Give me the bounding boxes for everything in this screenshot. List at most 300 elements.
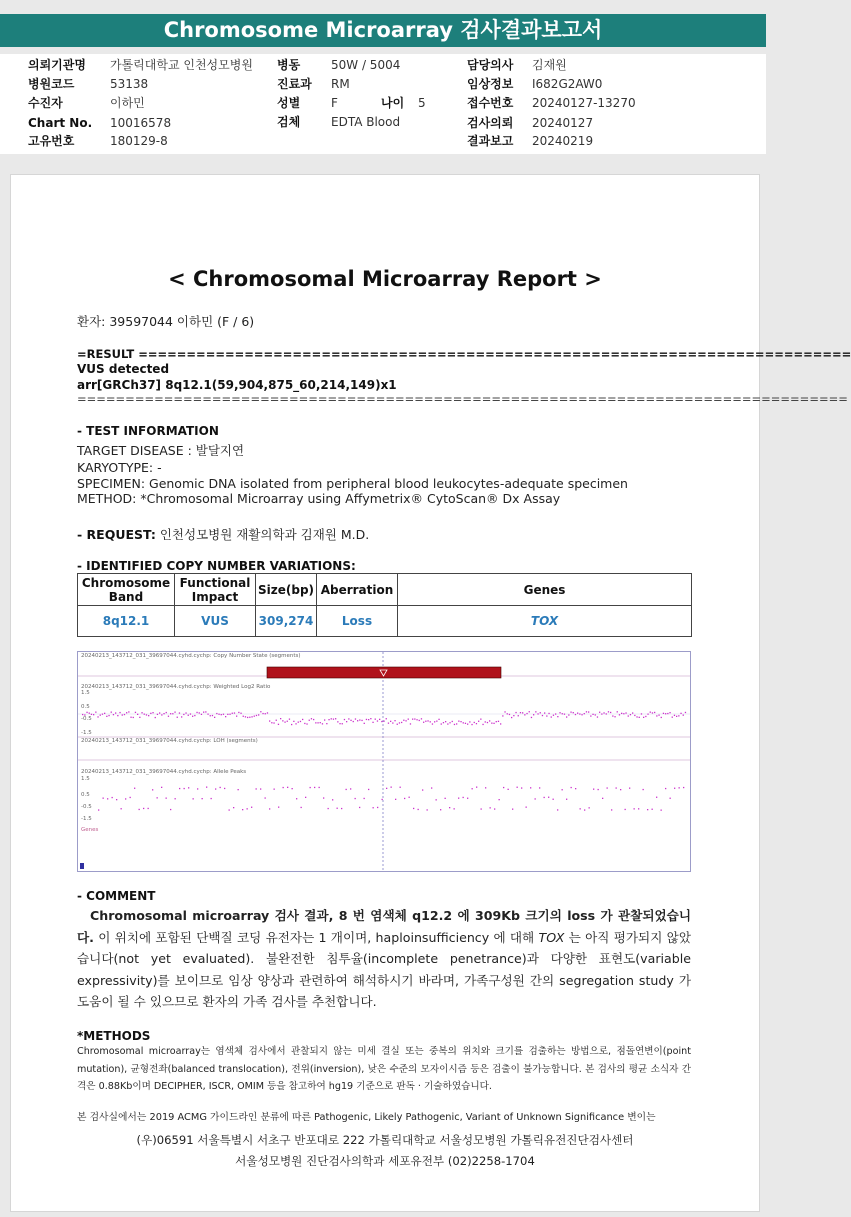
log2-point [331, 718, 332, 719]
allele-point [148, 808, 149, 809]
comment-text [77, 905, 691, 1013]
log2-point [236, 716, 237, 717]
cell-genes: TOX [398, 606, 692, 637]
allele-point [395, 799, 396, 800]
log2-point [584, 713, 585, 714]
log2-point [408, 719, 409, 720]
log2-point [243, 716, 244, 717]
log2-point [427, 720, 428, 721]
allele-point [323, 797, 324, 798]
allele-point [242, 809, 243, 810]
allele-point [197, 788, 198, 789]
log2-point [546, 715, 547, 716]
allele-point [341, 808, 342, 809]
allele-point [193, 798, 194, 799]
log2-point [311, 718, 312, 719]
log2-point [251, 716, 252, 717]
allele-point [152, 789, 153, 790]
log2-point [621, 713, 622, 714]
header-value: 20240127-13270 [532, 96, 636, 110]
allele-point [364, 798, 365, 799]
log2-point [141, 712, 142, 713]
allele-point [157, 797, 158, 798]
allele-point [553, 799, 554, 800]
allele-point [265, 797, 266, 798]
log2-point [364, 723, 365, 724]
log2-point [639, 717, 640, 718]
allele-point [431, 787, 432, 788]
log2-point [438, 719, 439, 720]
log2-point [414, 718, 415, 719]
log2-point [667, 713, 668, 714]
allele-point [103, 798, 104, 799]
header-field: 성별 [277, 96, 301, 110]
log2-point [317, 722, 318, 723]
allele-point [616, 787, 617, 788]
log2-point [445, 721, 446, 722]
allele-point [409, 797, 410, 798]
allele-point [139, 809, 140, 810]
allele-point [422, 789, 423, 790]
log2-point [287, 721, 288, 722]
log2-point [676, 716, 677, 717]
log2-point [458, 721, 459, 722]
result-header: =RESULT ========================================================================== [77, 347, 851, 361]
header-value: 20240127 [532, 116, 594, 130]
log2-point [102, 714, 103, 715]
log2-point [405, 720, 406, 721]
log2-point [447, 723, 448, 724]
allele-point [386, 788, 387, 789]
header-field: 담당의사 [467, 58, 514, 72]
allele-point [557, 809, 558, 810]
log2-point [214, 717, 215, 718]
log2-point [256, 715, 257, 716]
log2-point [265, 713, 266, 714]
log2-point [566, 716, 567, 717]
log2-point [636, 716, 637, 717]
header-value: 53138 [110, 77, 149, 91]
tick-label: 0.5 [81, 792, 90, 798]
header-field: 병원코드 [28, 77, 75, 91]
header-value: 20240219 [532, 134, 594, 148]
cnv-table [77, 573, 692, 637]
allele-point [301, 807, 302, 808]
allele-point [292, 788, 293, 789]
allele-point [350, 788, 351, 789]
header-field: 수진자 [28, 96, 63, 110]
allele-point [359, 807, 360, 808]
allele-point [310, 787, 311, 788]
log2-point [254, 716, 255, 717]
log2-point [489, 720, 490, 721]
result-notation: arr[GRCh37] 8q12.1(59,904,875_60,214,149)x1 [77, 378, 397, 392]
allele-point [161, 787, 162, 788]
log2-point [84, 714, 85, 715]
allele-point [296, 798, 297, 799]
allele-point [436, 799, 437, 800]
log2-point [212, 715, 213, 716]
log2-point [548, 713, 549, 714]
header-field: 병동 [277, 58, 301, 72]
log2-point [139, 717, 140, 718]
log2-point [641, 713, 642, 714]
allele-point [134, 788, 135, 789]
log2-point [463, 722, 464, 723]
log2-point [460, 721, 461, 722]
allele-point [233, 807, 234, 808]
log2-point [529, 711, 530, 712]
log2-point [610, 712, 611, 713]
allele-point [440, 809, 441, 810]
log2-point [157, 714, 158, 715]
allele-point [413, 808, 414, 809]
log2-point [601, 713, 602, 714]
log2-point [339, 723, 340, 724]
log2-point [579, 713, 580, 714]
allele-point [346, 789, 347, 790]
allele-point [355, 798, 356, 799]
log2-point [262, 713, 263, 714]
allele-point [499, 799, 500, 800]
log2-point [419, 720, 420, 721]
log2-point [553, 715, 554, 716]
allele-point [571, 787, 572, 788]
allele-point [278, 807, 279, 808]
result-status: VUS detected [77, 362, 170, 376]
log2-point [326, 723, 327, 724]
log2-point [190, 713, 191, 714]
header-field: 나이 [381, 96, 405, 110]
log2-point [632, 712, 633, 713]
allele-point [683, 787, 684, 788]
log2-point [168, 716, 169, 717]
log2-point [410, 723, 411, 724]
log2-point [652, 712, 653, 713]
log2-point [383, 721, 384, 722]
log2-point [89, 713, 90, 714]
log2-point [650, 712, 651, 713]
log2-point [291, 724, 292, 725]
log2-point [412, 719, 413, 720]
log2-point [680, 713, 681, 714]
header-field: 의뢰기관명 [28, 58, 86, 72]
log2-point [575, 714, 576, 715]
allele-point [112, 797, 113, 798]
log2-point [166, 712, 167, 713]
log2-point [161, 714, 162, 715]
log2-point [205, 711, 206, 712]
log2-point [491, 723, 492, 724]
allele-point [211, 798, 212, 799]
log2-point [100, 715, 101, 716]
tick-label: 1.5 [81, 690, 90, 696]
header-field: 검사의뢰 [467, 116, 514, 130]
log2-point [271, 722, 272, 723]
log2-point [159, 712, 160, 713]
log2-point [172, 713, 173, 714]
allele-point [260, 788, 261, 789]
log2-point [630, 714, 631, 715]
log2-point [155, 717, 156, 718]
target-disease: TARGET DISEASE : 발달지연 [77, 443, 245, 458]
log2-point [315, 722, 316, 723]
header-field: 진료과 [277, 77, 312, 91]
allele-point [125, 798, 126, 799]
log2-point [535, 711, 536, 712]
allele-point [530, 787, 531, 788]
log2-point [661, 717, 662, 718]
allele-point [175, 798, 176, 799]
log2-point [520, 712, 521, 713]
allele-point [391, 787, 392, 788]
allele-point [584, 809, 585, 810]
log2-point [227, 714, 228, 715]
log2-point [146, 714, 147, 715]
log2-point [289, 719, 290, 720]
log2-point [188, 715, 189, 716]
cell-band: 8q12.1 [78, 606, 175, 637]
header-field: Chart No. [28, 116, 93, 130]
log2-point [454, 724, 455, 725]
log2-point [656, 715, 657, 716]
allele-point [517, 787, 518, 788]
allele-peak-points [98, 787, 684, 811]
loss-segment [267, 667, 501, 678]
allele-point [116, 799, 117, 800]
log2-point [518, 715, 519, 716]
log2-point [258, 714, 259, 715]
allele-point [512, 809, 513, 810]
log2-point [232, 713, 233, 714]
allele-point [485, 787, 486, 788]
log2-point [625, 712, 626, 713]
log2-point [614, 716, 615, 717]
column-header: Aberration [317, 574, 398, 606]
log2-point [216, 713, 217, 714]
log2-point [170, 713, 171, 714]
log2-point [496, 721, 497, 722]
log2-point [608, 711, 609, 712]
log2-point [342, 723, 343, 724]
log2-point [570, 712, 571, 713]
log2-point [603, 712, 604, 713]
patient-line: 환자: 39597044 이하민 (F / 6) [77, 314, 255, 329]
microarray-plot [77, 651, 691, 872]
allele-point [170, 809, 171, 810]
log2-point [504, 711, 505, 712]
log2-point [542, 715, 543, 716]
log2-point [379, 719, 380, 720]
method: METHOD: *Chromosomal Microarray using Affymetrix® CytoScan® Dx Assay [77, 491, 561, 506]
header-value: 10016578 [110, 116, 172, 130]
header-value: I682G2AW0 [532, 77, 603, 91]
log2-point [599, 712, 600, 713]
log2-point [218, 714, 219, 715]
log2-point [313, 719, 314, 720]
tick-label: 0.5 [81, 704, 90, 710]
log2-point [135, 712, 136, 713]
allele-point [481, 808, 482, 809]
comment-header: - COMMENT [77, 889, 156, 903]
log2-point [377, 720, 378, 721]
allele-point [589, 807, 590, 808]
allele-point [656, 797, 657, 798]
allele-point [314, 787, 315, 788]
allele-point [283, 787, 284, 788]
log2-point [245, 716, 246, 717]
track-label-allele-peaks: 20240213_143712_031_39697044.cyhd.cychp: Allele Peaks [81, 769, 247, 775]
comment-gene: TOX [538, 929, 565, 945]
log2-point [456, 723, 457, 724]
allele-point [629, 788, 630, 789]
log2-point [91, 714, 92, 715]
allele-point [643, 789, 644, 790]
log2-point [449, 722, 450, 723]
log2-point [353, 721, 354, 722]
log2-point [386, 718, 387, 719]
log2-point [375, 719, 376, 720]
log2-point [361, 720, 362, 721]
log2-point [430, 721, 431, 722]
result-rule: ================================================================================ [77, 392, 848, 406]
log2-point [179, 712, 180, 713]
log2-point [487, 722, 488, 723]
log2-point [515, 712, 516, 713]
allele-point [638, 808, 639, 809]
log2-point [476, 723, 477, 724]
log2-point [278, 724, 279, 725]
log2-point [500, 723, 501, 724]
log2-point [372, 722, 373, 723]
allele-point [593, 789, 594, 790]
header-field: 결과보고 [467, 134, 514, 148]
log2-point [163, 713, 164, 714]
log2-point [282, 720, 283, 721]
allele-point [607, 787, 608, 788]
track-label-copy-number: 20240213_143712_031_39697044.cyhd.cychp: Copy Number State (segments) [81, 653, 301, 659]
allele-point [647, 809, 648, 810]
log2-point [485, 721, 486, 722]
karyotype: KARYOTYPE: - [77, 460, 162, 475]
allele-point [679, 787, 680, 788]
allele-point [508, 789, 509, 790]
allele-point [562, 789, 563, 790]
tick-label: -1.5 [81, 730, 92, 736]
allele-point [463, 797, 464, 798]
footer-dept: 서울성모병원 진단검사의학과 세포유전부 (02)2258-1704 [235, 1154, 535, 1168]
allele-point [449, 807, 450, 808]
allele-point [319, 787, 320, 788]
log2-point [196, 712, 197, 713]
log2-point [122, 714, 123, 715]
column-header: Genes [398, 574, 692, 606]
log2-point [471, 724, 472, 725]
log2-point [592, 714, 593, 715]
log2-point [284, 722, 285, 723]
request-value: 인천성모병원 재활의학과 김재원 M.D. [159, 527, 370, 542]
log2-point [403, 720, 404, 721]
acmg-text: 본 검사실에서는 2019 ACMG 가이드라인 분류에 따른 Pathogenic, Likely Pathogenic, Variant of Unknown Significance 변이는 [77, 1112, 656, 1123]
log2-point [381, 721, 382, 722]
log2-point [509, 714, 510, 715]
allele-point [143, 808, 144, 809]
cnv-header: - IDENTIFIED COPY NUMBER VARIATIONS: [77, 559, 356, 573]
allele-point [661, 810, 662, 811]
log2-point [97, 716, 98, 717]
log2-point [181, 716, 182, 717]
log2-point [645, 716, 646, 717]
log2-point [573, 712, 574, 713]
log2-point [526, 713, 527, 714]
allele-point [400, 787, 401, 788]
header-value: F [331, 96, 338, 110]
log2-point [86, 712, 87, 713]
allele-point [670, 798, 671, 799]
header-value: RM [331, 77, 350, 91]
log2-point [436, 721, 437, 722]
report-page [10, 174, 851, 1212]
request-line [77, 525, 369, 543]
log2-point [643, 717, 644, 718]
log2-point [478, 721, 479, 722]
log2-point [238, 712, 239, 713]
log2-point [229, 714, 230, 715]
log2-point [335, 718, 336, 719]
report-title: < Chromosomal Microarray Report > [168, 267, 602, 291]
header-value: 5 [418, 96, 426, 110]
log2-point [370, 718, 371, 719]
allele-point [274, 789, 275, 790]
log2-point [207, 714, 208, 715]
methods-header: *METHODS [77, 1029, 151, 1043]
log2-point [322, 723, 323, 724]
log2-point [421, 718, 422, 719]
header-value: EDTA Blood [331, 115, 401, 129]
log2-point [234, 712, 235, 713]
allele-point [337, 808, 338, 809]
log2-point [337, 721, 338, 722]
log2-point [302, 719, 303, 720]
allele-point [652, 809, 653, 810]
header-value: 가톨릭대학교 인천성모병원 [110, 58, 253, 72]
log2-point [617, 711, 618, 712]
cell-aberration: Loss [317, 606, 398, 637]
log2-point [606, 713, 607, 714]
allele-point [130, 797, 131, 798]
log2-point [148, 715, 149, 716]
log2-point [647, 714, 648, 715]
log2-point [328, 719, 329, 720]
tick-label: -1.5 [81, 816, 92, 822]
log2-point [210, 715, 211, 716]
log2-point [683, 715, 684, 716]
log2-point [298, 722, 299, 723]
log2-point [106, 716, 107, 717]
track-label-log2-ratio: 20240213_143712_031_39697044.cyhd.cychp: Weighted Log2 Ratio [81, 684, 271, 690]
column-header: Chromosome Band [78, 574, 175, 606]
log2-point [562, 713, 563, 714]
tick-label: -0.5 [81, 804, 92, 810]
log2-point [590, 715, 591, 716]
log2-point [388, 723, 389, 724]
log2-point [95, 712, 96, 713]
column-header: Size(bp) [256, 574, 317, 606]
allele-point [476, 787, 477, 788]
log2-point [249, 717, 250, 718]
log2-point [557, 716, 558, 717]
log2-point [619, 714, 620, 715]
